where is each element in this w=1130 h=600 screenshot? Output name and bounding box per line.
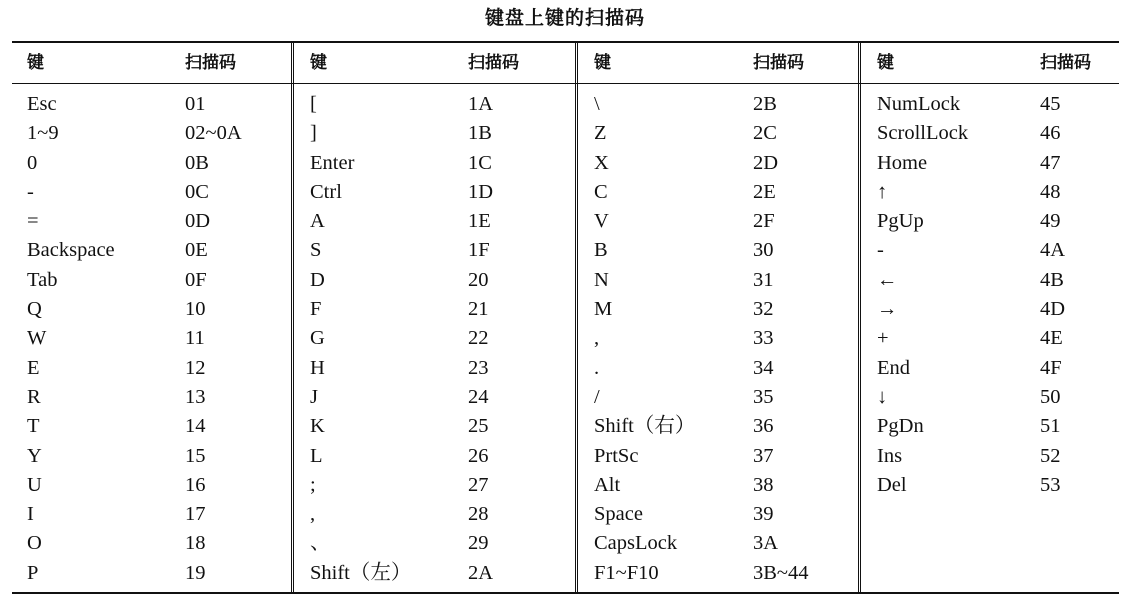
scan-code-cell: 0C <box>185 180 209 203</box>
key-name-cell: N <box>594 268 609 291</box>
key-name-cell: ] <box>310 122 317 145</box>
table-row <box>295 383 575 412</box>
key-name-cell: Ins <box>877 444 903 467</box>
scan-code-cell: 19 <box>185 561 206 584</box>
table-row <box>862 178 1119 207</box>
scan-code-cell: 45 <box>1040 93 1061 115</box>
key-name-cell: M <box>594 298 613 321</box>
key-name-cell: Backspace <box>27 239 115 262</box>
scan-code-cell: 0B <box>185 151 209 174</box>
scan-code-cell: 10 <box>185 298 206 321</box>
table-row <box>862 266 1119 295</box>
table-row <box>12 383 291 412</box>
key-name-cell: E <box>27 356 40 379</box>
key-name-cell: Space <box>594 503 643 526</box>
scan-code-cell: 1E <box>468 210 491 233</box>
scan-code-cell: 15 <box>185 444 206 467</box>
page-title: 键盘上键的扫描码 <box>484 7 645 29</box>
key-name-cell: Z <box>594 122 607 145</box>
table-row <box>295 90 575 119</box>
scan-code-cell: 18 <box>185 532 206 555</box>
scan-code-cell: 23 <box>468 356 489 379</box>
column-header-scan-code: 扫描码 <box>468 53 519 73</box>
scan-code-cell: 24 <box>468 385 489 408</box>
table-row <box>12 529 291 558</box>
table-row <box>12 471 291 500</box>
key-name-cell: D <box>310 268 325 291</box>
table-row <box>12 149 291 178</box>
scan-code-cell: 21 <box>468 298 489 321</box>
key-name-cell: V <box>594 210 609 233</box>
key-name-cell: ↓ <box>877 385 888 408</box>
table-row <box>295 324 575 353</box>
table-row <box>862 90 1119 119</box>
table-row <box>579 119 858 148</box>
scan-code-cell: 51 <box>1040 415 1061 438</box>
column-header-scan-code: 扫描码 <box>753 53 804 73</box>
table-row <box>862 207 1119 236</box>
scan-code-cell: 31 <box>753 268 774 291</box>
table-row <box>295 354 575 383</box>
scan-code-cell: 27 <box>468 473 489 496</box>
key-name-cell: L <box>310 444 323 467</box>
table-row <box>579 383 858 412</box>
scan-code-cell: 2C <box>753 122 777 145</box>
key-name-cell: Q <box>27 298 42 321</box>
key-name-cell: - <box>877 239 884 262</box>
key-name-cell: H <box>310 356 325 379</box>
key-name-cell: W <box>27 327 47 350</box>
scan-code-table <box>12 41 1119 594</box>
key-name-cell: Tab <box>27 268 58 291</box>
table-row <box>862 442 1119 471</box>
table-row <box>295 149 575 178</box>
key-name-cell: ScrollLock <box>877 122 969 145</box>
table-row <box>295 529 575 558</box>
key-name-cell: F1~F10 <box>594 561 659 584</box>
scan-code-cell: 1B <box>468 122 492 145</box>
key-name-cell: F <box>310 298 322 321</box>
table-column-1 <box>12 43 291 592</box>
table-row <box>579 471 858 500</box>
table-row <box>862 324 1119 353</box>
scan-code-cell: 17 <box>185 503 206 526</box>
scan-code-cell: 4B <box>1040 268 1064 291</box>
key-name-cell: = <box>27 210 39 233</box>
table-row <box>12 119 291 148</box>
scan-code-cell: 4F <box>1040 356 1062 379</box>
table-row <box>12 178 291 207</box>
scan-code-cell: 30 <box>753 239 774 262</box>
table-row <box>295 266 575 295</box>
scan-code-cell: 49 <box>1040 210 1061 233</box>
key-name-cell: A <box>310 210 325 233</box>
table-rows <box>579 90 858 588</box>
scan-code-cell: 2D <box>753 151 779 174</box>
scan-code-cell: 47 <box>1040 151 1061 174</box>
scan-code-cell: 32 <box>753 298 774 321</box>
key-name-cell: K <box>310 415 325 438</box>
key-name-cell: Shift（左） <box>310 561 412 584</box>
scan-code-cell: 3A <box>753 532 779 555</box>
scan-code-cell: 39 <box>753 503 774 526</box>
key-name-cell: Ctrl <box>310 180 342 203</box>
scan-code-cell: 35 <box>753 385 774 408</box>
key-name-cell: C <box>594 180 608 203</box>
table-row <box>12 500 291 529</box>
key-name-cell: PrtSc <box>594 444 639 467</box>
key-name-cell: U <box>27 473 42 496</box>
column-separator <box>291 43 294 592</box>
scan-code-cell: 4D <box>1040 298 1066 321</box>
scan-code-cell: 29 <box>468 532 489 555</box>
key-name-cell: X <box>594 151 609 174</box>
scan-code-cell: 3B~44 <box>753 561 809 584</box>
column-header-key: 键 <box>594 53 611 73</box>
key-name-cell: 、 <box>310 532 331 555</box>
table-row <box>579 178 858 207</box>
table-row <box>12 207 291 236</box>
table-row <box>295 119 575 148</box>
key-name-cell: G <box>310 327 325 350</box>
scan-code-cell: 12 <box>185 356 206 379</box>
key-name-cell: S <box>310 239 322 262</box>
key-name-cell: Enter <box>310 151 355 174</box>
scan-code-cell: 1F <box>468 239 490 262</box>
key-name-cell: \ <box>594 93 600 115</box>
key-name-cell: 0 <box>27 151 38 174</box>
table-row <box>12 354 291 383</box>
table-row <box>12 324 291 353</box>
table-row <box>12 559 291 588</box>
column-header-key: 键 <box>310 53 327 73</box>
table-row <box>579 90 858 119</box>
key-name-cell: End <box>877 356 911 379</box>
key-name-cell: ← <box>877 268 898 291</box>
scan-code-cell: 34 <box>753 356 774 379</box>
scan-code-cell: 37 <box>753 444 774 467</box>
table-row <box>12 442 291 471</box>
key-name-cell: , <box>310 503 316 526</box>
table-row <box>862 471 1119 500</box>
table-row <box>579 559 858 588</box>
table-row <box>579 236 858 265</box>
key-name-cell: → <box>877 298 898 321</box>
table-rows <box>295 90 575 588</box>
key-name-cell: PgUp <box>877 210 924 233</box>
key-name-cell: [ <box>310 93 317 115</box>
key-name-cell: Alt <box>594 473 621 496</box>
table-row <box>579 266 858 295</box>
scan-code-cell: 16 <box>185 473 206 496</box>
table-row <box>579 354 858 383</box>
scan-code-cell: 14 <box>185 415 206 438</box>
key-name-cell: - <box>27 180 34 203</box>
table-row <box>295 236 575 265</box>
key-name-cell: . <box>594 356 600 379</box>
table-rows <box>12 90 291 588</box>
scan-code-cell: 36 <box>753 415 774 438</box>
table-row <box>579 149 858 178</box>
table-column-4 <box>862 43 1119 592</box>
table-row <box>579 207 858 236</box>
scan-code-cell: 4E <box>1040 327 1063 350</box>
scan-code-cell: 1A <box>468 93 494 115</box>
table-row <box>579 295 858 324</box>
scan-code-cell: 2E <box>753 180 776 203</box>
table-row <box>295 178 575 207</box>
table-column-3 <box>579 43 858 592</box>
table-row <box>12 236 291 265</box>
column-header-scan-code: 扫描码 <box>1040 53 1091 73</box>
table-row <box>579 324 858 353</box>
key-name-cell: R <box>27 385 41 408</box>
scan-code-cell: 2B <box>753 93 777 115</box>
table-row <box>295 295 575 324</box>
scan-code-cell: 2F <box>753 210 775 233</box>
table-row <box>862 354 1119 383</box>
table-column-2 <box>295 43 575 592</box>
key-name-cell: Shift（右） <box>594 415 696 438</box>
scan-code-cell: 28 <box>468 503 489 526</box>
scan-code-cell: 22 <box>468 327 489 350</box>
column-separator <box>858 43 861 592</box>
table-row <box>295 500 575 529</box>
key-name-cell: P <box>27 561 39 584</box>
scan-code-cell: 25 <box>468 415 489 438</box>
scan-code-cell: 2A <box>468 561 494 584</box>
column-header-key: 键 <box>877 53 894 73</box>
key-name-cell: / <box>594 385 600 408</box>
column-header-key: 键 <box>27 53 44 73</box>
scan-code-cell: 0E <box>185 239 208 262</box>
table-row <box>862 119 1119 148</box>
table-row <box>862 412 1119 441</box>
key-name-cell: T <box>27 415 40 438</box>
table-row <box>12 412 291 441</box>
scan-code-cell: 11 <box>185 327 205 350</box>
table-row <box>295 471 575 500</box>
table-row <box>295 412 575 441</box>
table-row <box>579 500 858 529</box>
table-row <box>12 295 291 324</box>
key-name-cell: J <box>310 385 318 408</box>
scan-code-cell: 26 <box>468 444 489 467</box>
column-header-scan-code: 扫描码 <box>185 53 236 73</box>
table-rows <box>862 90 1119 500</box>
table-row <box>295 442 575 471</box>
table-row <box>12 90 291 119</box>
scan-code-cell: 1C <box>468 151 492 174</box>
scan-code-cell: 0D <box>185 210 211 233</box>
scan-code-cell: 38 <box>753 473 774 496</box>
table-row <box>295 207 575 236</box>
scan-code-cell: 20 <box>468 268 489 291</box>
key-name-cell: Y <box>27 444 42 467</box>
scan-code-cell: 01 <box>185 93 206 115</box>
table-row <box>579 529 858 558</box>
scan-code-cell: 13 <box>185 385 206 408</box>
key-name-cell: NumLock <box>877 93 961 115</box>
key-name-cell: B <box>594 239 608 262</box>
scan-code-cell: 4A <box>1040 239 1066 262</box>
key-name-cell: ↑ <box>877 180 888 203</box>
table-row <box>579 442 858 471</box>
key-name-cell: I <box>27 503 34 526</box>
table-row <box>862 383 1119 412</box>
column-separator <box>575 43 578 592</box>
key-name-cell: O <box>27 532 42 555</box>
scan-code-cell: 0F <box>185 268 207 291</box>
table-row <box>579 412 858 441</box>
key-name-cell: Home <box>877 151 928 174</box>
scan-code-cell: 46 <box>1040 122 1061 145</box>
key-name-cell: PgDn <box>877 415 924 438</box>
key-name-cell: , <box>594 327 600 350</box>
scan-code-cell: 53 <box>1040 473 1061 496</box>
key-name-cell: Esc <box>27 93 57 115</box>
table-row <box>295 559 575 588</box>
key-name-cell: ; <box>310 473 316 496</box>
table-row <box>862 149 1119 178</box>
table-row <box>862 295 1119 324</box>
scan-code-cell: 1D <box>468 180 494 203</box>
scan-code-cell: 52 <box>1040 444 1061 467</box>
key-name-cell: Del <box>877 473 907 496</box>
scan-code-cell: 33 <box>753 327 774 350</box>
key-name-cell: CapsLock <box>594 532 678 555</box>
table-row <box>862 236 1119 265</box>
scan-code-cell: 48 <box>1040 180 1061 203</box>
scan-code-cell: 50 <box>1040 385 1061 408</box>
table-row <box>12 266 291 295</box>
scan-code-cell: 02~0A <box>185 122 242 145</box>
key-name-cell: 1~9 <box>27 122 59 145</box>
key-name-cell: + <box>877 327 889 350</box>
